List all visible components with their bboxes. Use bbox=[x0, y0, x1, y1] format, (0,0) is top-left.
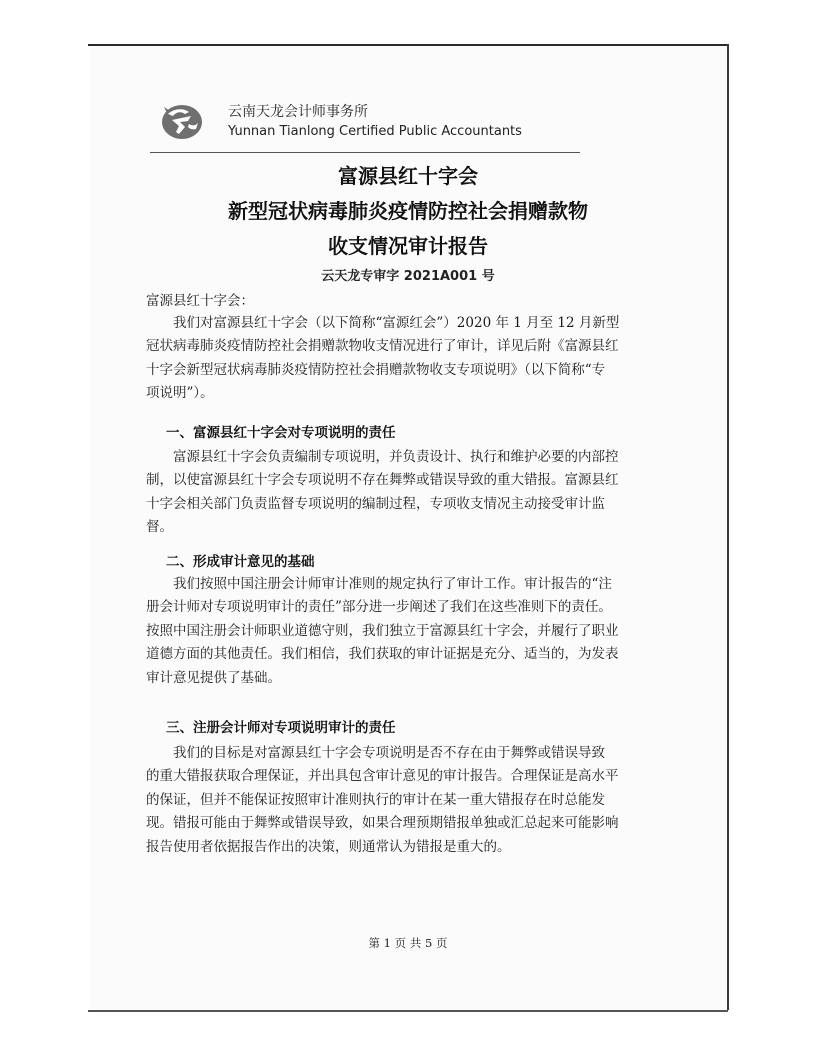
salutation: 富源县红十字会： bbox=[146, 293, 254, 309]
paragraph-line: 按照中国注册会计师职业道德守则，我们独立于富源县红十字会，并履行了职业 bbox=[146, 622, 619, 639]
paragraph-line: 报告使用者依据报告作出的决策，则通常认为错报是重大的。 bbox=[146, 838, 511, 855]
paragraph-line: 十字会新型冠状病毒肺炎疫情防控社会捐赠款物收支专项说明》（以下简称“专 bbox=[146, 361, 606, 378]
paragraph-line: 审计意见提供了基础。 bbox=[146, 669, 281, 686]
paragraph-line: 现。错报可能由于舞弊或错误导致，如果合理预期错报单独或汇总起来可能影响 bbox=[146, 815, 619, 832]
paragraph-line: 督。 bbox=[146, 519, 173, 536]
firm-name-chinese: 云南天龙会计师事务所 bbox=[228, 104, 368, 120]
paragraph-line: 我们的目标是对富源县红十字会专项说明是否不存在由于舞弊或错误导致 bbox=[173, 745, 605, 761]
paragraph-line: 我们按照中国注册会计师审计准则的规定执行了审计工作。审计报告的“注 bbox=[173, 576, 612, 592]
paragraph-line: 十字会相关部门负责监督专项说明的编制过程，专项收支情况主动接受审计监 bbox=[146, 495, 605, 512]
firm-name-english: Yunnan Tianlong Certified Public Accountants bbox=[228, 124, 522, 139]
header-divider bbox=[150, 152, 580, 153]
document-number: 云天龙专审字 2021A001 号 bbox=[321, 269, 495, 284]
intro-paragraph bbox=[146, 312, 636, 406]
paragraph-line: 册会计师对专项说明审计的责任”部分进一步阐述了我们在这些准则下的责任。 bbox=[146, 599, 612, 616]
scan-edge-right bbox=[727, 44, 729, 1010]
report-title-line-3: 收支情况审计报告 bbox=[328, 234, 488, 258]
section-1-paragraph bbox=[146, 446, 636, 540]
paragraph-line: 的保证，但并不能保证按照审计准则执行的审计在某一重大错报存在时总能发 bbox=[146, 791, 605, 808]
tianlong-dragon-logo-icon bbox=[158, 99, 206, 141]
paragraph-line: 道德方面的其他责任。我们相信，我们获取的审计证据是充分、适当的，为发表 bbox=[146, 646, 619, 663]
paragraph-line: 的重大错报获取合理保证，并出具包含审计意见的审计报告。合理保证是高水平 bbox=[146, 768, 619, 785]
paragraph-line: 我们对富源县红十字会（以下简称“富源红会”）2020 年 1 月至 12 月新型 bbox=[173, 315, 620, 331]
section-2-paragraph bbox=[146, 573, 636, 690]
section-heading-1: 一、富源县红十字会对专项说明的责任 bbox=[166, 425, 396, 441]
report-title-line-1: 富源县红十字会 bbox=[338, 164, 478, 188]
paragraph-line: 富源县红十字会负责编制专项说明，并负责设计、执行和维护必要的内部控 bbox=[173, 449, 619, 465]
page-number-footer: 第 1 页 共 5 页 bbox=[368, 936, 448, 950]
paragraph-line: 项说明”）。 bbox=[146, 385, 214, 402]
section-heading-2: 二、形成审计意见的基础 bbox=[166, 554, 315, 570]
paragraph-line: 制，以使富源县红十字会专项说明不存在舞弊或错误导致的重大错报。富源县红 bbox=[146, 472, 619, 489]
report-title-line-2: 新型冠状病毒肺炎疫情防控社会捐赠款物 bbox=[228, 199, 588, 223]
section-3-paragraph bbox=[146, 742, 636, 859]
scan-edge-bottom bbox=[88, 1010, 728, 1012]
section-heading-3: 三、注册会计师对专项说明审计的责任 bbox=[166, 720, 396, 736]
paragraph-line: 冠状病毒肺炎疫情防控社会捐赠款物收支情况进行了审计，详见后附《富源县红 bbox=[146, 338, 619, 355]
